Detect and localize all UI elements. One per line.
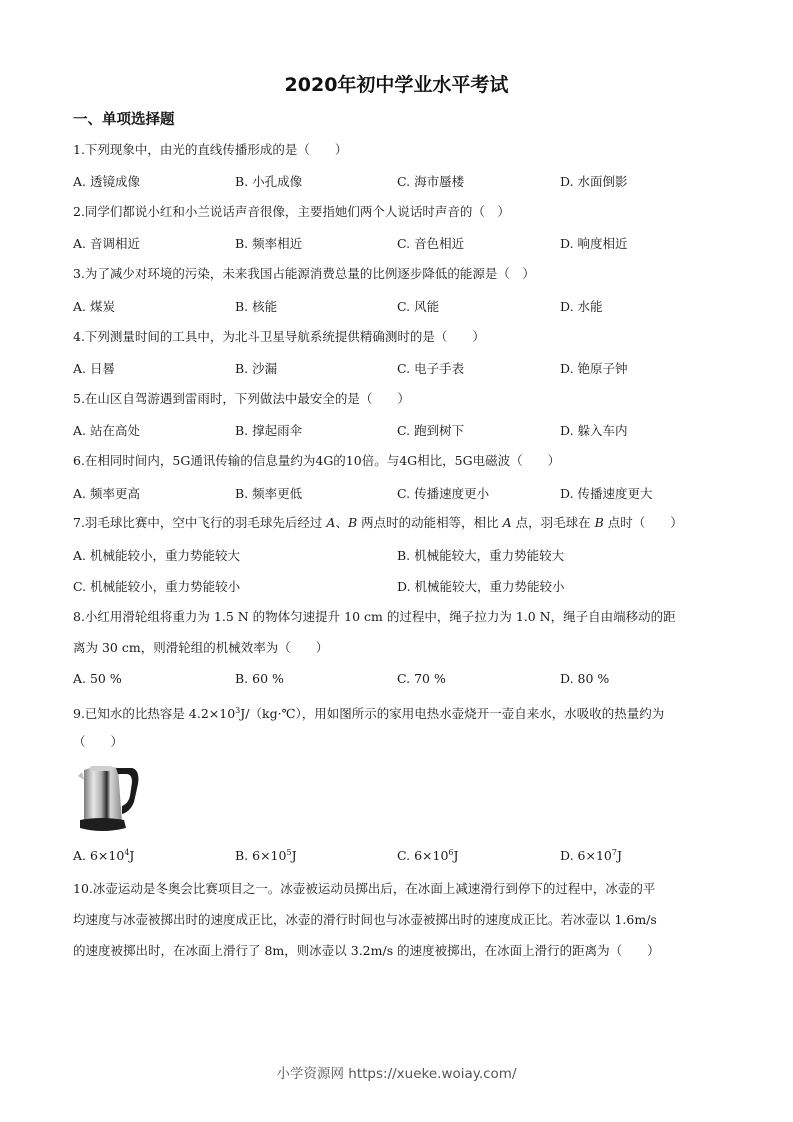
electric-kettle-image [76, 762, 142, 836]
question-6-options [73, 484, 723, 504]
option-b: B. 撑起雨伞 [235, 423, 303, 438]
option-c: C. 电子手表 [397, 361, 465, 376]
point-a: A [326, 515, 336, 530]
option-d: D. 水能 [560, 299, 603, 314]
option-a: A. 日晷 [73, 361, 115, 376]
unit: J [616, 848, 622, 864]
question-8-line-2: 离为 30 cm，则滑轮组的机械效率为（ ） [73, 640, 329, 655]
point-b: B [594, 515, 604, 530]
option-d: D. 传播速度更大 [560, 486, 653, 501]
exponent: 4 [124, 848, 130, 857]
option-d: D. 响度相近 [560, 236, 628, 251]
exponent: 5 [286, 848, 292, 857]
section-heading: 一、单项选择题 [73, 112, 175, 128]
option-a: A. 50 % [73, 671, 122, 686]
option-a: A. 站在高处 [73, 423, 140, 438]
option-a: A. 频率更高 [73, 486, 140, 501]
option-d: D. 80 % [560, 671, 610, 686]
question-7-options-row1 [73, 546, 723, 566]
exponent: 6 [448, 848, 454, 857]
option-b: B. 沙漏 [235, 361, 278, 376]
question-2: 2.同学们都说小红和小兰说话声音很像，主要指她们两个人说话时声音的（ ） [73, 204, 510, 219]
option-b: B. 60 % [235, 671, 284, 686]
option-d: D. 机械能较大，重力势能较小 [397, 579, 565, 594]
option-c: C. 70 % [397, 671, 446, 686]
option-d: D. 铯原子钟 [560, 361, 628, 376]
footer-watermark: 小学资源网 https://xueke.woiay.com/ [276, 1066, 517, 1082]
question-7-text: 两点时的动能相等，相比 [357, 515, 503, 530]
option-a: A. 音调相近 [73, 236, 140, 251]
unit: J [291, 848, 297, 864]
question-9-text: 9.已知水的比热容是 4.2×10 [73, 706, 236, 722]
question-9-line-1 [73, 695, 723, 729]
option-b: B. 频率相近 [235, 236, 303, 251]
option-a: A. 机械能较小，重力势能较大 [73, 548, 240, 563]
page-title: 2020年初中学业水平考试 [284, 74, 509, 96]
question-8-line-1: 8.小红用滑轮组将重力为 1.5 N 的物体匀速提升 10 cm 的过程中，绳子拉力为 1.0 N，绳子自由端移动的距 [73, 609, 676, 624]
option-d [560, 848, 622, 863]
option-b: B. 机械能较大，重力势能较大 [397, 548, 565, 563]
option-c: C. 风能 [397, 299, 440, 314]
option-c [397, 848, 459, 863]
question-9-options [73, 848, 723, 868]
option-b [235, 848, 297, 863]
option-c: C. 机械能较小，重力势能较小 [73, 579, 241, 594]
option-c-base: C. 6×10 [397, 848, 449, 864]
option-a: A. 煤炭 [73, 299, 115, 314]
point-b: B [347, 515, 358, 530]
separator: 、 [335, 515, 348, 530]
question-6: 6.在相同时间内，5G通讯传输的信息量约为4G的10倍。与4G相比，5G电磁波（ ） [73, 453, 561, 468]
unit: J [453, 848, 459, 864]
option-b: B. 小孔成像 [235, 174, 303, 189]
question-7-text: 点，羽毛球在 [511, 515, 595, 530]
option-a [73, 848, 134, 863]
question-7 [73, 507, 723, 538]
question-4: 4.下列测量时间的工具中，为北斗卫星导航系统提供精确测时的是（ ） [73, 329, 485, 344]
question-5-options [73, 421, 723, 441]
question-2-options [73, 234, 723, 254]
option-c: C. 音色相近 [397, 236, 465, 251]
question-3-options [73, 297, 723, 317]
option-c: C. 跑到树下 [397, 423, 465, 438]
question-10-line-1: 10.冰壶运动是冬奥会比赛项目之一。冰壶被运动员掷出后，在冰面上减速滑行到停下的过程中，冰壶的平 [73, 881, 656, 896]
question-1: 1.下列现象中，由光的直线传播形成的是（ ） [73, 142, 348, 157]
question-4-options [73, 359, 723, 379]
point-a: A [502, 515, 512, 530]
option-a-base: A. 6×10 [73, 848, 125, 864]
option-a: A. 透镜成像 [73, 174, 140, 189]
unit: J [129, 848, 135, 864]
option-b: B. 核能 [235, 299, 278, 314]
option-c: C. 海市蜃楼 [397, 174, 465, 189]
question-10-line-3: 的速度被掷出时，在冰面上滑行了 8m，则冰壶以 3.2m/s 的速度被掷出，在冰面上滑行的距离为（ ） [73, 943, 660, 958]
exponent: 3 [235, 706, 241, 715]
question-7-text: 7.羽毛球比赛中，空中飞行的羽毛球先后经过 [73, 515, 327, 530]
option-d: D. 躲入车内 [560, 423, 628, 438]
option-d: D. 水面倒影 [560, 174, 628, 189]
option-d-base: D. 6×10 [560, 848, 612, 864]
question-3: 3.为了减少对环境的污染，未来我国占能源消费总量的比例逐步降低的能源是（ ） [73, 266, 535, 281]
question-5: 5.在山区自驾游遇到雷雨时，下列做法中最安全的是（ ） [73, 391, 410, 406]
option-c: C. 传播速度更小 [397, 486, 490, 501]
option-b: B. 频率更低 [235, 486, 303, 501]
question-10-line-2: 均速度与冰壶被掷出时的速度成正比，冰壶的滑行时间也与冰壶被掷出时的速度成正比。若冰壶以 1.6m/s [73, 912, 657, 927]
question-7-text: 点时（ ） [603, 515, 683, 530]
question-1-options [73, 172, 723, 192]
exponent: 7 [611, 848, 617, 857]
option-b-base: B. 6×10 [235, 848, 287, 864]
question-7-options-row2 [73, 577, 723, 597]
question-8-options [73, 671, 723, 691]
question-9-text: J/（kg·℃），用如图所示的家用电热水壶烧开一壶自来水，水吸收的热量约为 [240, 706, 665, 722]
question-9-line-2: （ ） [73, 734, 124, 749]
